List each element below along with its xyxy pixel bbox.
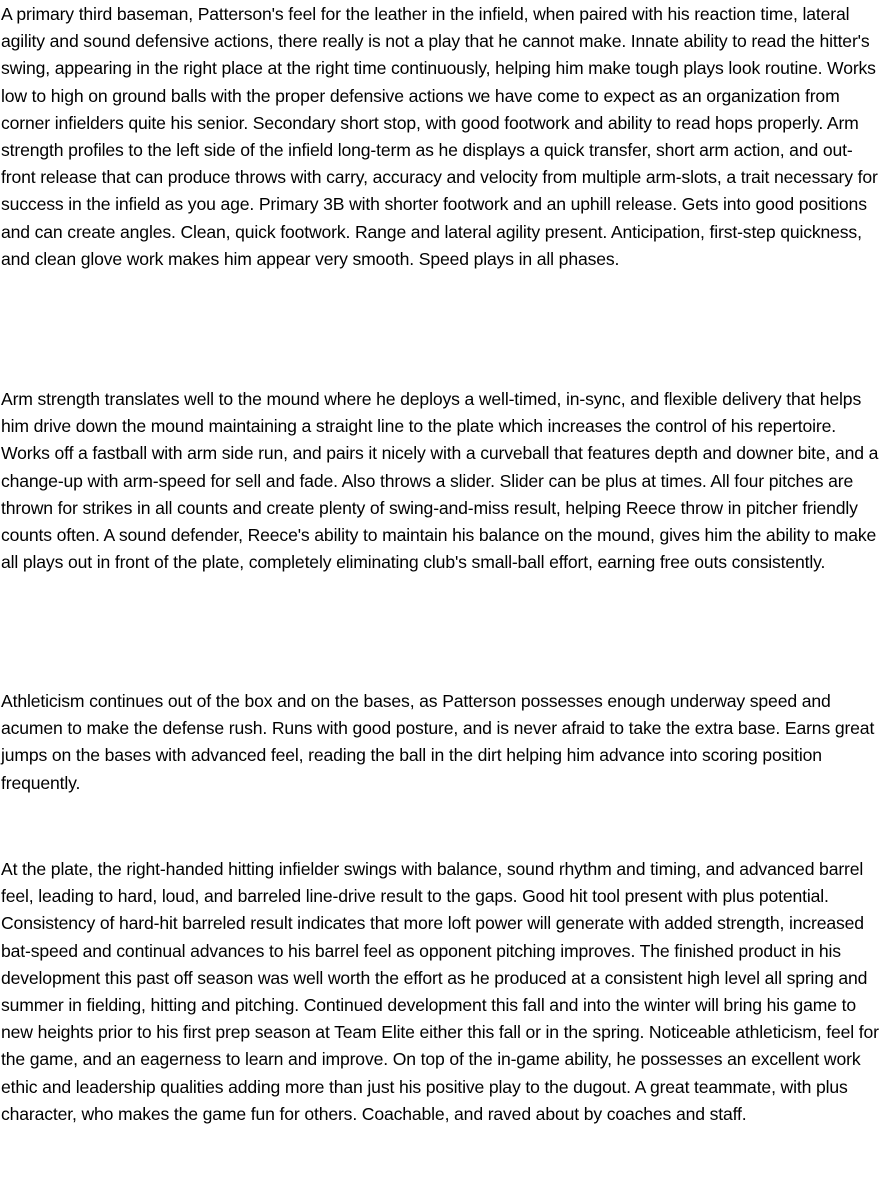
baserunning-paragraph: Athleticism continues out of the box and on the bases, as Patterson possesses enough underway speed and acumen to make the defense rush. Runs with good posture, and is never afraid to take the extra base. Earns great jumps on the bases with advanced feel, reading the ball in the dirt helping him advance into scoring position frequently.	[1, 691, 875, 793]
defense-paragraph: A primary third baseman, Patterson's feel for the leather in the infield, when paired with his reaction time, lateral agility and sound defensive actions, there really is not a play that he cannot make. Innate ability to read the hitter's swing, appearing in the right place at the right time continuously, helping him make tough plays look routine. Works low to high on ground balls with the proper defensive actions we have come to expect as an organization from corner infielders quite his senior. Secondary short stop, with good footwork and ability to read hops properly. Arm strength profiles to the left side of the infield long-term as he displays a quick transfer, short arm action, and out-front release that can produce throws with carry, accuracy and velocity from multiple arm-slots, a trait necessary for success in the infield as you age. Primary 3B with shorter footwork and an uphill release. Gets into good positions and can create angles. Clean, quick footwork. Range and lateral agility present. Anticipation, first-step quickness, and clean glove work makes him appear very smooth. Speed plays in all phases.	[1, 4, 878, 269]
hitting-paragraph: At the plate, the right-handed hitting infielder swings with balance, sound rhythm and timing, and advanced barrel feel, leading to hard, loud, and barreled line-drive result to the gaps. Good hit tool present with plus potential. Consistency of hard-hit barreled result indicates that more loft power will generate with added strength, increased bat-speed and continual advances to his barrel feel as opponent pitching improves. The finished product in his development this past off season was well worth the effort as he produced at a consistent high level all spring and summer in fielding, hitting and pitching. Continued development this fall and into the winter will bring his game to new heights prior to his first prep season at Team Elite either this fall or in the spring. Noticeable athleticism, feel for the game, and an eagerness to learn and improve. On top of the in-game ability, he possesses an excellent work ethic and leadership qualities adding more than just his positive play to the dugout. A great teammate, with plus character, who makes the game fun for others. Coachable, and raved about by coaches and staff.	[1, 859, 879, 1124]
pitching-paragraph: Arm strength translates well to the mound where he deploys a well-timed, in-sync, and flexible delivery that helps him drive down the mound maintaining a straight line to the plate which increases the control of his repertoire. Works off a fastball with arm side run, and pairs it nicely with a curveball that features depth and downer bite, and a change-up with arm-speed for sell and fade. Also throws a slider. Slider can be plus at times. All four pitches are thrown for strikes in all counts and create plenty of swing-and-miss result, helping Reece throw in pitcher friendly counts often. A sound defender, Reece's ability to maintain his balance on the mound, gives him the ability to make all plays out in front of the plate, completely eliminating club's small-ball effort, earning free outs consistently.	[1, 389, 879, 573]
